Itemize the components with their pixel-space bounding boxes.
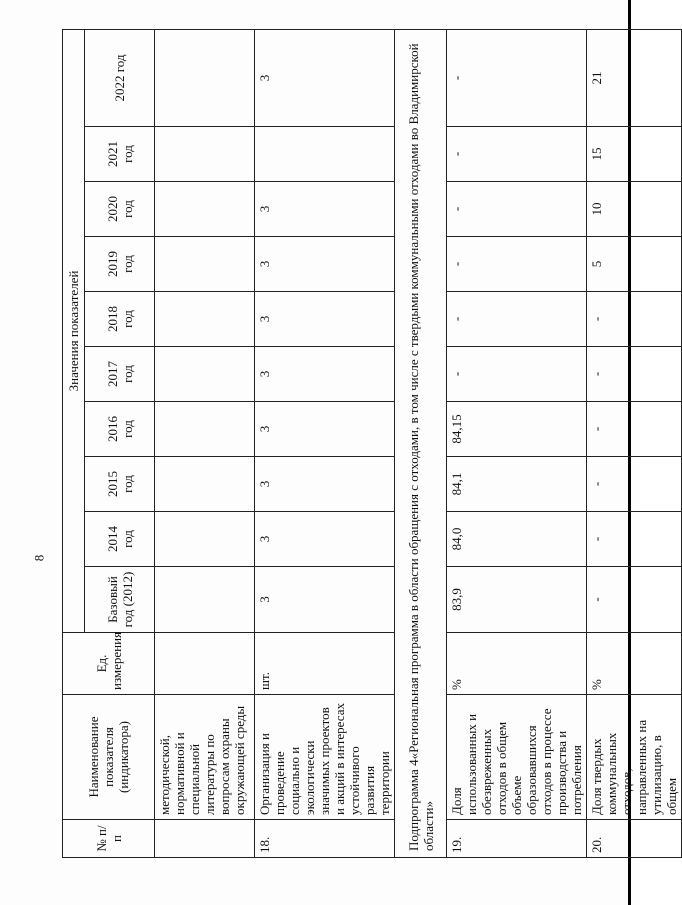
row-value (155, 237, 255, 292)
rotated-table-wrapper (62, 30, 679, 858)
header-num: № п/п (63, 820, 155, 858)
row-unit: шт. (255, 633, 395, 695)
row-value: 84,1 (447, 457, 587, 512)
row-value: - (447, 182, 587, 237)
row-value: - (587, 567, 682, 633)
row-name: Доля твердых коммунальных отходов, направленных на утилизацию, в общем (587, 695, 682, 820)
row-value (155, 457, 255, 512)
row-value: - (447, 237, 587, 292)
header-year: 2019 год (85, 237, 155, 292)
row-num: 20. (587, 820, 682, 858)
row-value: 83,9 (447, 567, 587, 633)
row-value: - (587, 292, 682, 347)
row-value: 3 (255, 402, 395, 457)
table-row (155, 29, 255, 857)
row-value: - (447, 29, 587, 126)
row-name: Доля использованных и обезвреженных отходов в общем объеме образовавшихся отходов в процессе производства и потребления (447, 695, 587, 820)
row-value (155, 127, 255, 182)
row-value (155, 402, 255, 457)
row-value (155, 567, 255, 633)
row-unit: % (587, 633, 682, 695)
row-num: 18. (255, 820, 395, 858)
row-value (155, 292, 255, 347)
header-name: Наименование показателя (индикатора) (63, 695, 155, 820)
row-value: 3 (255, 567, 395, 633)
header-year: 2016 год (85, 402, 155, 457)
row-value (155, 512, 255, 567)
row-value: 3 (255, 237, 395, 292)
row-num: 19. (447, 820, 587, 858)
row-value: 5 (587, 237, 682, 292)
table-row (255, 29, 395, 857)
row-value: - (447, 292, 587, 347)
row-num (155, 820, 255, 858)
row-name: методической, нормативной и специальной литературы по вопросам охраны окружающей среды (155, 695, 255, 820)
table-row (447, 29, 587, 857)
header-year: 2021 год (85, 127, 155, 182)
header-year: 2015 год (85, 457, 155, 512)
table-row (587, 29, 682, 857)
header-year: 2022 год (85, 29, 155, 126)
header-unit: Ед. измерения (63, 633, 155, 695)
header-year: Базовый год (2012) (85, 567, 155, 633)
row-value: 3 (255, 512, 395, 567)
header-year: 2020 год (85, 182, 155, 237)
row-value: 84,15 (447, 402, 587, 457)
row-value: - (447, 127, 587, 182)
row-value: 3 (255, 182, 395, 237)
row-value: 10 (587, 182, 682, 237)
row-value: 84,0 (447, 512, 587, 567)
row-value (155, 29, 255, 126)
row-name: Организация и проведение социально и экологически значимых проектов и акций в интересах устойчивого развития территории (255, 695, 395, 820)
page-number: 8 (31, 554, 47, 562)
row-value: 3 (255, 457, 395, 512)
row-value: - (587, 402, 682, 457)
row-value: - (447, 347, 587, 402)
row-value (255, 127, 395, 182)
row-value: - (587, 347, 682, 402)
row-value: 3 (255, 29, 395, 126)
header-year: 2014 год (85, 512, 155, 567)
row-unit: % (447, 633, 587, 695)
header-values: Значения показателей (63, 29, 85, 632)
indicator-table (62, 29, 682, 858)
header-year: 2018 год (85, 292, 155, 347)
row-value: 21 (587, 29, 682, 126)
row-value: - (587, 512, 682, 567)
row-value: 3 (255, 292, 395, 347)
row-value (155, 182, 255, 237)
row-value: 15 (587, 127, 682, 182)
row-value: 3 (255, 347, 395, 402)
row-unit (155, 633, 255, 695)
header-year: 2017 год (85, 347, 155, 402)
row-value: - (587, 457, 682, 512)
row-value (155, 347, 255, 402)
subprogram-title: Подпрограмма 4«Региональная программа в области обращения с отходами, в том числе с твердыми коммунальными отходами во Владимирской области» (395, 29, 447, 857)
